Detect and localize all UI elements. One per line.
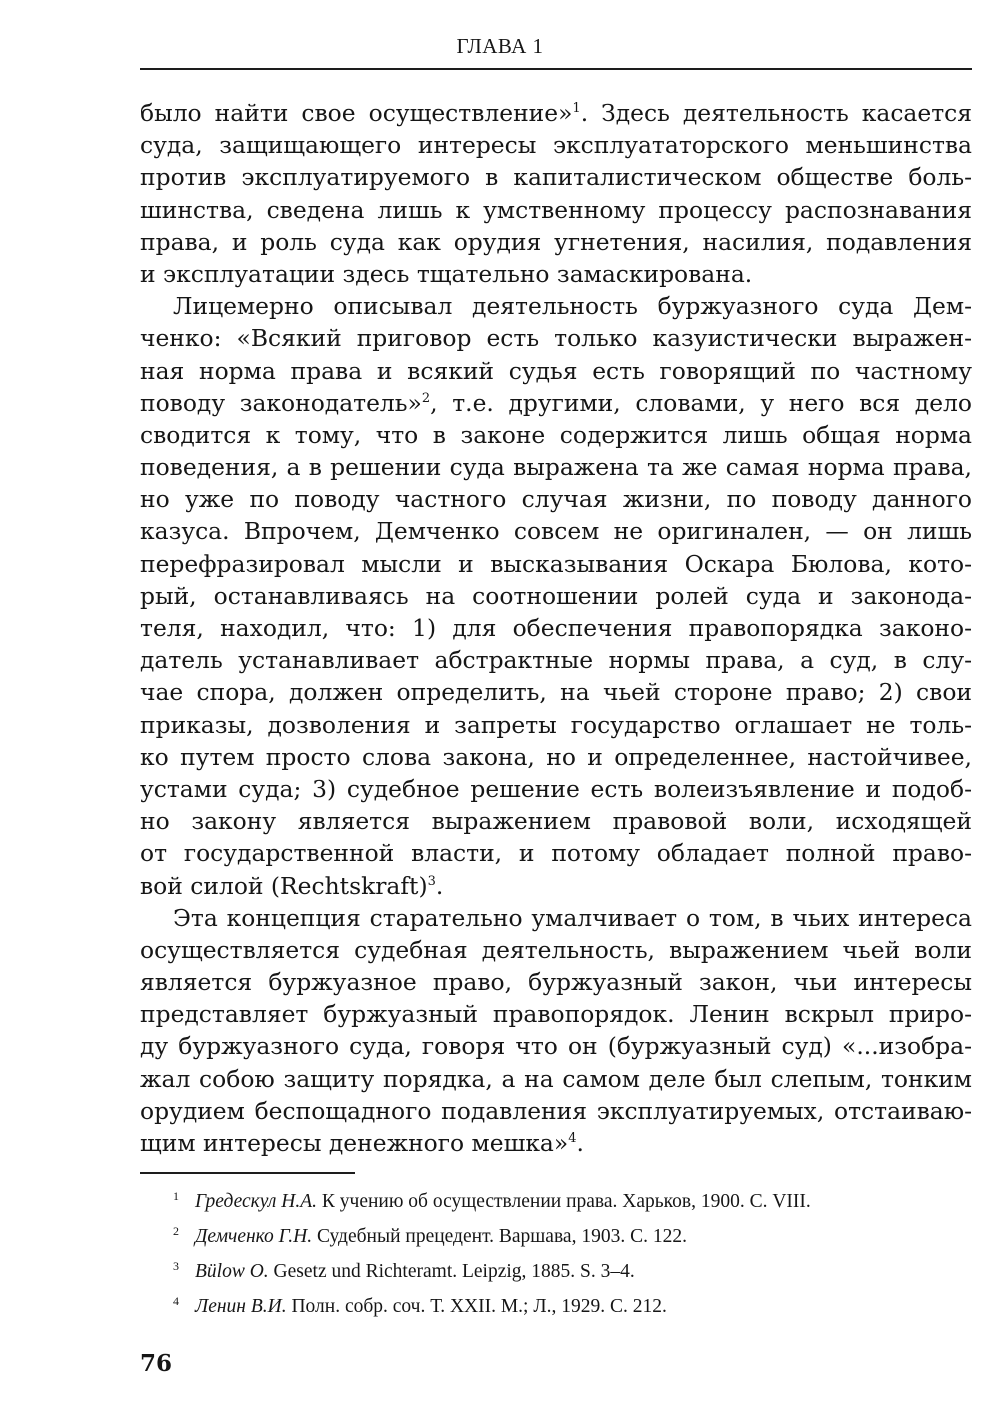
text-line: от государственной власти, и потому обладает полной право- [140, 839, 972, 868]
text-line: поведения, а в решении суда выражена та же самая норма права, [140, 453, 972, 482]
text-line: и эксплуатации здесь тщательно замаскирована. [140, 259, 753, 288]
header-divider [140, 68, 972, 70]
text-line: ная норма права и всякий судья есть говорящий по частному [140, 356, 972, 385]
footnotes [140, 1184, 990, 1324]
footnote: 2 Демченко Г.Н. Судебный прецедент. Варшава, 1903. С. 122. [173, 1224, 687, 1247]
text-line: шинства, сведена лишь к умственному процессу распознавания [140, 195, 972, 224]
text-line: суда, защищающего интересы эксплуататорского меньшинства [140, 131, 972, 160]
footnote: 3 Bülow O. Gesetz und Richteramt. Leipzig, 1885. S. 3–4. [173, 1259, 635, 1282]
page-number: 76 [140, 1350, 173, 1377]
footnote-author: Ленин В.И. [195, 1296, 287, 1317]
footnote-author: Демченко Г.Н. [195, 1226, 313, 1247]
text-line: орудием беспощадного подавления эксплуатируемых, отстаиваю- [140, 1096, 972, 1125]
text-line: но закону является выражением правовой воли, исходящей [140, 807, 972, 836]
text-line: ченко: «Всякий приговор есть только казуистически выражен- [140, 324, 972, 353]
text-line: чае спора, должен определить, на чьей стороне право; 2) свои [140, 678, 972, 707]
footnote: 1 Гредескул Н.А. К учению об осуществлении права. Харьков, 1900. С. VIII. [173, 1189, 811, 1212]
text-line: теля, находил, что: 1) для обеспечения правопорядка законо- [140, 614, 972, 642]
text-line: было найти свое осуществление»$^1$. Здесь деятельность касается [140, 99, 973, 127]
main-text [140, 97, 972, 1159]
footnote-ref: 1 [572, 101, 581, 116]
text-line: является буржуазное право, буржуазный закон, чьи интересы [140, 968, 972, 997]
footnote-text: Полн. собр. соч. Т. XXII. М.; Л., 1929. С. 212. [286, 1296, 667, 1317]
text-line: права, и роль суда как орудия угнетения, насилия, подавления [140, 227, 972, 256]
text-line: Лицемерно описывал деятельность буржуазного суда Дем- [173, 292, 972, 321]
text-line: перефразировал мысли и высказывания Оскара Бюлова, кото- [140, 549, 972, 578]
footnote-author: Bülow O. [195, 1261, 269, 1282]
text-line: поводу законодатель»$^2$, т.е. другими, словами, у него вся дело [140, 388, 972, 417]
text-line: приказы, дозволения и запреты государство оглашает не толь- [140, 710, 972, 739]
text-line: сводится к тому, что в законе содержится лишь общая норма [140, 420, 972, 449]
text-line: Эта концепция старательно умалчивает о том, в чьих интереса [173, 903, 972, 932]
text-line: щим интересы денежного мешка»$^4$. [140, 1129, 584, 1157]
footnote-text: Судебный прецедент. Варшава, 1903. С. 122. [312, 1226, 687, 1247]
text-line: осуществляется судебная деятельность, выражением чьей воли [140, 935, 972, 964]
footnote-ref: 2 [421, 390, 431, 406]
text-line: вой силой (Rechtskraft)$^3$. [140, 871, 444, 900]
text-line: казуса. Впрочем, Демченко совсем не оригинален, — он лишь [140, 517, 972, 546]
footnote-text: Gesetz und Richteramt. Leipzig, 1885. S. 3–4. [268, 1261, 635, 1282]
footnote-divider [140, 1172, 355, 1174]
running-header: ГЛАВА 1 [456, 34, 544, 58]
footnote-text: К учению об осуществлении права. Харьков, 1900. С. VIII. [317, 1191, 811, 1212]
footnote-ref: 4 [568, 1131, 577, 1146]
text-line: датель устанавливает абстрактные нормы права, а суд, в слу- [140, 646, 972, 675]
text-line: рый, останавливаясь на соотношении ролей суда и законода- [140, 581, 972, 610]
text-line: жал собою защиту порядка, а на самом деле был слепым, тонким [140, 1064, 972, 1093]
text-line: ду буржуазного суда, говоря что он (буржуазный суд) «...изобра- [140, 1032, 972, 1061]
footnote: 4 Ленин В.И. Полн. собр. соч. Т. XXII. М.; Л., 1929. С. 212. [173, 1294, 667, 1317]
footnote-author: Гредескул Н.А. [195, 1191, 317, 1212]
footnote-ref: 3 [427, 873, 436, 889]
text-line: против эксплуатируемого в капиталистическом обществе боль- [140, 163, 972, 192]
text-line: представляет буржуазный правопорядок. Ленин вскрыл приро- [140, 1000, 972, 1029]
text-line: устами суда; 3) судебное решение есть волеизъявление и подоб- [140, 774, 972, 803]
text-line: но уже по поводу частного случая жизни, по поводу данного [140, 485, 972, 514]
text-line: ко путем просто слова закона, но и определеннее, настойчивее, [140, 742, 972, 771]
